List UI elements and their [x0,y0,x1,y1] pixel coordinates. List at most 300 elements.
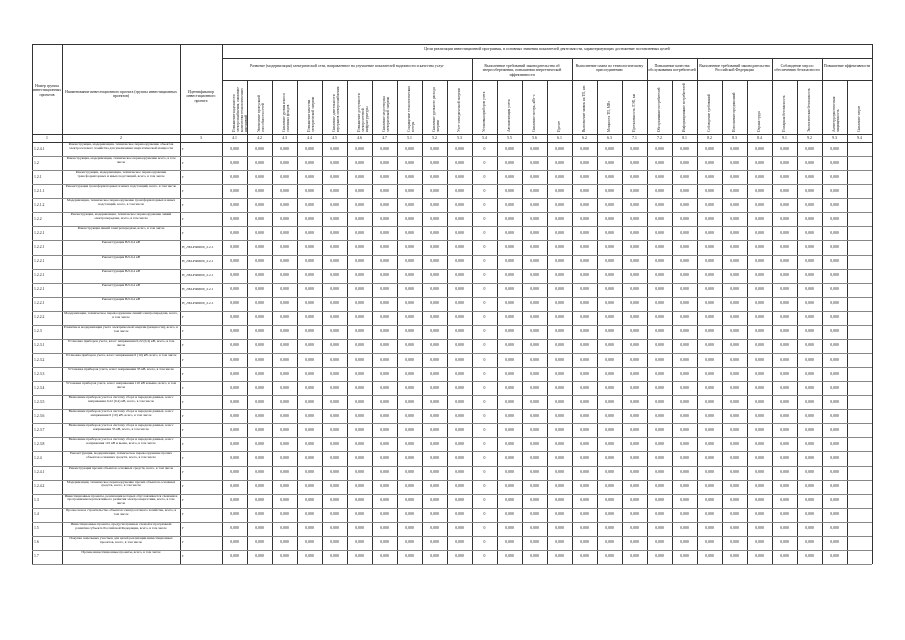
row-value: 0,000 [230,540,239,545]
row-value: 0,000 [230,174,239,179]
row-value: 0,000 [455,245,464,249]
row-value: 0,000 [655,160,664,165]
value-column-divider [697,80,698,564]
row-value: 0,000 [380,427,389,432]
header-name-column: Наименование инвестиционного проекта (группы инвестиционных проектов) [65,90,177,99]
row-value: 0,000 [805,329,814,334]
row-identifier: Г [182,554,185,559]
row-value: 0,000 [355,273,364,278]
row-value: 0,000 [680,301,689,306]
row-value: 0,000 [705,399,714,404]
row-value: 0,000 [230,329,239,334]
row-value: 0,000 [280,484,289,489]
row-value: 0,000 [755,273,764,278]
row-value: 0,000 [780,498,789,503]
row-value: 0,000 [280,343,289,348]
row-value: 0,000 [730,385,739,390]
row-value: 0,000 [455,540,464,545]
row-value: 0,000 [355,413,364,418]
row-value: 0,000 [305,273,314,278]
row-value: 0,000 [705,259,714,264]
row-value: 0,000 [505,273,514,278]
row-value: 0,000 [405,357,414,362]
row-value: 0,000 [580,160,589,165]
row-value: 0,000 [780,343,789,348]
row-value: 0,000 [655,188,664,193]
row-value: 0,000 [505,399,514,404]
row-name: Покупка земельных участков для целей реализации инвестиционных проектов, всего, в том числе [69,535,173,544]
row-value: 0,000 [380,287,389,292]
row-value: 0,000 [605,259,614,264]
value-column-divider [522,80,523,564]
row-value: 0,000 [255,484,264,489]
column-number: 8.3 [732,136,737,140]
row-value: 0,000 [805,470,814,475]
rotated-column-header: Снижение потерь, кВт·ч [531,94,536,132]
row-value: 0 [483,259,486,264]
row-value: 0,000 [280,259,289,264]
row-code: 1.2.3.7 [34,427,45,432]
row-value: 0,000 [730,273,739,278]
row-identifier: Г [182,357,185,362]
row-value: 0,000 [555,512,564,517]
column-number: 4.3 [282,136,287,140]
rotated-column-header: Охрана труда [756,111,761,132]
row-value: 0,000 [405,174,414,179]
rotated-column-header: Снижение недоотпуска электрической энергии [381,96,390,132]
row-value: 0,000 [755,343,764,348]
header-bottom-line [32,134,872,135]
row-identifier: Г [182,413,185,418]
row-name: Включение приборов учета в систему сбора и передачи данных, класс напряжения 6 (10) кВ, всего, в том числе [68,409,174,418]
row-value: 0,000 [380,174,389,179]
row-value: 0,000 [730,540,739,545]
row-value: 0,000 [280,301,289,306]
row-value: 0,000 [355,371,364,376]
row-value: 0,000 [255,498,264,503]
row-value: 0,000 [430,188,439,193]
row-value: 0,000 [780,202,789,207]
column-number: 9.2 [807,136,812,140]
row-value: 0,000 [805,315,814,320]
column-number: 5.6 [532,136,537,140]
row-value: 0,000 [830,470,839,475]
row-value: 0,000 [255,385,264,390]
row-value: 0,000 [505,287,514,292]
row-value: 0,000 [280,216,289,221]
row-value: 0,000 [655,357,664,362]
row-value: 0,000 [255,202,264,207]
row-value: 0,000 [555,484,564,489]
row-value: 0,000 [805,245,814,249]
row-value: 0,000 [280,399,289,404]
row-value: 0,000 [705,456,714,460]
row-value: 0,000 [355,399,364,404]
rotated-column-header: Повышение надежности электроснабжения, снижение количества технологических нарушений [231,87,248,132]
column-number: 4.5 [332,136,337,140]
row-value: 0,000 [255,146,264,151]
row-value: 0,000 [730,413,739,418]
row-code: 1.2.2.1 [34,259,45,264]
row-value: 0,000 [555,399,564,404]
row-code: 1.2.3.4 [34,385,45,390]
row-value: 0,000 [430,301,439,306]
row-value: 0 [483,385,486,390]
row-value: 0,000 [405,146,414,151]
header-group-4: Повышение качества обслуживания потребителей [648,64,696,73]
row-value: 0,000 [805,146,814,151]
row-value: 0,000 [230,441,239,446]
row-value: 0,000 [730,357,739,362]
row-value: 0,000 [805,160,814,165]
row-value: 0,000 [755,216,764,221]
row-value: 0,000 [405,301,414,306]
row-value: 0,000 [755,160,764,165]
row-value: 0,000 [355,301,364,306]
row-identifier: Г [182,329,185,334]
row-value: 0,000 [830,160,839,165]
row-value: 0,000 [330,216,339,221]
row-value: 0,000 [580,512,589,517]
row-value: 0,000 [580,245,589,249]
row-value: 0,000 [630,329,639,334]
row-value: 0,000 [755,456,764,460]
row-value: 0,000 [705,413,714,418]
row-value: 0,000 [830,301,839,306]
row-value: 0,000 [530,456,539,460]
row-value: 0 [483,230,486,235]
row-value: 0,000 [680,512,689,517]
rotated-column-header: Обслуживание потребителей [656,87,661,132]
row-code: 1.2.1.1 [34,188,45,193]
row-value: 0,000 [780,174,789,179]
row-value: 0,000 [680,329,689,334]
row-value: 0,000 [405,216,414,221]
row-value: 0,000 [380,456,389,460]
value-column-divider [622,80,623,564]
row-value: 0,000 [280,371,289,376]
row-value: 0,000 [780,441,789,446]
row-value: 0,000 [505,526,514,531]
row-value: 0,000 [730,230,739,235]
row-value: 0,000 [580,413,589,418]
row-value: 0,000 [405,287,414,292]
row-value: 0,000 [330,273,339,278]
row-value: 0,000 [555,287,564,292]
row-value: 0,000 [805,385,814,390]
row-value: 0,000 [705,315,714,320]
row-value: 0,000 [380,245,389,249]
row-value: 0,000 [530,371,539,376]
row-code: 1.2.3.6 [34,413,45,418]
row-value: 0,000 [780,146,789,151]
row-value: 0,000 [730,470,739,475]
row-value: 0,000 [405,399,414,404]
row-value: 0,000 [230,188,239,193]
row-value: 0,000 [330,427,339,432]
row-value: 0,000 [530,245,539,249]
row-value: 0,000 [355,441,364,446]
row-value: 0,000 [830,413,839,418]
row-value: 0,000 [330,329,339,334]
row-value: 0,000 [230,160,239,165]
row-identifier: Г [182,230,185,235]
row-value: 0,000 [805,287,814,292]
row-value: 0,000 [330,484,339,489]
row-name: Реконструкция ВЛ-0,4 кВ [101,282,141,287]
row-value: 0,000 [455,470,464,475]
row-code: 1.2.3.8 [34,441,45,446]
rotated-column-header: Протяженность ЛЭП, км [631,93,636,132]
row-identifier: Г [182,315,185,320]
rotated-column-header: Соблюдение требований [706,94,711,132]
row-value: 0,000 [780,554,789,559]
row-value: 0,000 [380,512,389,517]
row-value: 0,000 [355,287,364,292]
row-value: 0,000 [255,160,264,165]
row-value: 0,000 [455,371,464,376]
row-value: 0,000 [380,470,389,475]
row-value: 0 [483,146,486,151]
row-value: 0,000 [630,399,639,404]
row-value: 0,000 [455,512,464,517]
row-value: 0,000 [580,554,589,559]
row-value: 0,000 [705,287,714,292]
row-value: 0,000 [430,259,439,264]
row-value: 0,000 [305,315,314,320]
row-value: 0,000 [530,385,539,390]
row-value: 0,000 [830,371,839,376]
row-value: 0,000 [255,315,264,320]
row-code: 1.2.4.1 [34,470,45,475]
row-value: 0,000 [580,301,589,306]
row-value: 0,000 [380,371,389,376]
row-value: 0,000 [305,413,314,418]
row-name: Включение приборов учета в систему сбора и передачи данных, класс напряжения 110 кВ и выше, всего, в том числе [68,437,174,446]
row-value: 0,000 [680,371,689,376]
row-value: 0,000 [555,413,564,418]
row-value: 0,000 [605,301,614,306]
row-value: 0,000 [530,357,539,362]
row-value: 0,000 [330,399,339,404]
row-value: 0,000 [405,385,414,390]
row-value: 0,000 [705,245,714,249]
row-value: 0,000 [680,315,689,320]
row-value: 0,000 [505,343,514,348]
row-value: 0,000 [305,230,314,235]
row-value: 0,000 [405,329,414,334]
row-value: 0,000 [555,526,564,531]
row-value: 0,000 [730,371,739,376]
row-value: 0 [483,441,486,446]
row-value: 0,000 [580,470,589,475]
row-identifier: Г [182,371,185,376]
row-value: 0,000 [380,329,389,334]
value-column-divider [497,80,498,564]
row-value: 0,000 [505,385,514,390]
row-value: 0,000 [280,287,289,292]
row-value: 0,000 [255,399,264,404]
row-value: 0,000 [605,371,614,376]
row-value: 0,000 [305,512,314,517]
row-name: Реконструкция ВЛ-0,4 кВ [101,240,141,245]
row-value: 0,000 [330,456,339,460]
row-value: 0,000 [705,441,714,446]
row-value: 0,000 [355,456,364,460]
row-value: 0,000 [530,427,539,432]
row-value: 0,000 [655,470,664,475]
row-name: Реконструкция, модернизация, техническое перевооружение всего, в том числе [66,156,176,164]
row-divider [32,564,872,565]
row-value: 0,000 [280,456,289,460]
row-value: 0,000 [655,146,664,151]
row-value: 0,000 [555,259,564,264]
row-value: 0,000 [705,273,714,278]
value-column-divider [572,80,573,564]
row-value: 0,000 [655,554,664,559]
row-value: 0,000 [280,413,289,418]
row-value: 0,000 [580,427,589,432]
row-value: 0,000 [555,371,564,376]
row-value: 0,000 [455,456,464,460]
row-value: 0,000 [255,273,264,278]
row-value: 0,000 [580,202,589,207]
row-value: 0,000 [680,484,689,489]
row-value: 0,000 [280,230,289,235]
row-value: 0,000 [280,427,289,432]
value-column-divider [422,80,423,564]
row-value: 0,000 [580,329,589,334]
row-value: 0,000 [405,160,414,165]
row-value: 0,000 [455,188,464,193]
row-value: 0,000 [380,146,389,151]
row-value: 0,000 [255,245,264,249]
column-number: 8.2 [707,136,712,140]
row-value: 0,000 [605,441,614,446]
row-value: 0,000 [430,399,439,404]
row-value: 0,000 [280,146,289,151]
row-value: 0,000 [805,230,814,235]
row-value: 0,000 [355,230,364,235]
row-value: 0,000 [705,554,714,559]
row-value: 0,000 [430,441,439,446]
row-value: 0,000 [605,202,614,207]
row-value: 0,000 [555,385,564,390]
row-value: 0 [483,273,486,278]
row-name: Инвестиционные проекты, предусмотренные схемой и программой развития субъекта Российской Федерации, всего, в том числе [70,521,172,530]
row-value: 0,000 [580,230,589,235]
row-identifier: Г [182,202,185,207]
row-value: 0,000 [430,526,439,531]
row-value: 0,000 [605,188,614,193]
row-value: 0,000 [830,287,839,292]
row-value: 0,000 [305,526,314,531]
row-code: 1.5 [34,526,39,531]
row-value: 0,000 [505,216,514,221]
row-value: 0,000 [830,315,839,320]
row-value: 0,000 [380,413,389,418]
row-value: 0,000 [305,216,314,221]
row-value: 0,000 [380,441,389,446]
rotated-column-header: Сокращение технологических потерь [406,85,415,132]
column-number: 4.6 [357,136,362,140]
row-value: 0 [483,301,486,306]
row-value: 0,000 [530,216,539,221]
row-value: 0,000 [555,470,564,475]
row-value: 0,000 [230,202,239,207]
row-value: 0,000 [555,540,564,545]
value-column-divider [647,80,648,564]
row-value: 0,000 [780,399,789,404]
row-value: 0,000 [405,245,414,249]
row-value: 0 [483,202,486,207]
row-value: 0 [483,315,486,320]
row-value: 0,000 [330,343,339,348]
row-value: 0,000 [305,329,314,334]
row-name: Реконструкция линий электропередачи, всего, в том числе [77,226,165,231]
row-value: 0,000 [730,526,739,531]
row-value: 0,000 [505,371,514,376]
row-value: 0,000 [380,540,389,545]
row-value: 0,000 [405,273,414,278]
row-value: 0,000 [680,540,689,545]
row-value: 0,000 [355,188,364,193]
row-value: 0,000 [830,456,839,460]
row-identifier: Г [182,470,185,475]
row-value: 0,000 [455,343,464,348]
row-value: 0,000 [705,329,714,334]
row-value: 0,000 [405,540,414,545]
row-value: 0,000 [805,259,814,264]
row-value: 0,000 [780,315,789,320]
row-value: 0,000 [305,540,314,545]
row-value: 0,000 [305,498,314,503]
row-value: 0,000 [530,470,539,475]
row-value: 0,000 [630,526,639,531]
column-divider [180,44,181,564]
row-value: 0,000 [580,216,589,221]
row-value: 0,000 [605,174,614,179]
row-value: 0,000 [305,202,314,207]
row-value: 0,000 [230,343,239,348]
row-value: 0,000 [330,202,339,207]
row-value: 0,000 [380,484,389,489]
row-value: 0,000 [730,329,739,334]
row-value: 0 [483,512,486,517]
row-value: 0,000 [655,540,664,545]
row-value: 0,000 [780,230,789,235]
row-value: 0,000 [605,427,614,432]
row-value: 0,000 [805,399,814,404]
row-code: 1.2 [34,160,39,165]
row-value: 0,000 [730,245,739,249]
header-group-1: Развитие (модернизация) электрической сети, направленное на улучшение показателей надежности и качества услуг [250,64,444,68]
value-column-divider [672,80,673,564]
row-value: 0,000 [605,329,614,334]
row-value: 0,000 [230,146,239,151]
rotated-column-header: Выполнение заявок на ТП, шт. [581,85,586,132]
row-value: 0,000 [680,146,689,151]
row-value: 0,000 [630,273,639,278]
row-value: 0,000 [680,413,689,418]
value-column-divider [272,80,273,564]
row-value: 0,000 [705,230,714,235]
row-value: 0,000 [605,399,614,404]
row-value: 0,000 [705,484,714,489]
row-value: 0,000 [605,146,614,151]
row-value: 0,000 [780,287,789,292]
row-value: 0,000 [430,174,439,179]
